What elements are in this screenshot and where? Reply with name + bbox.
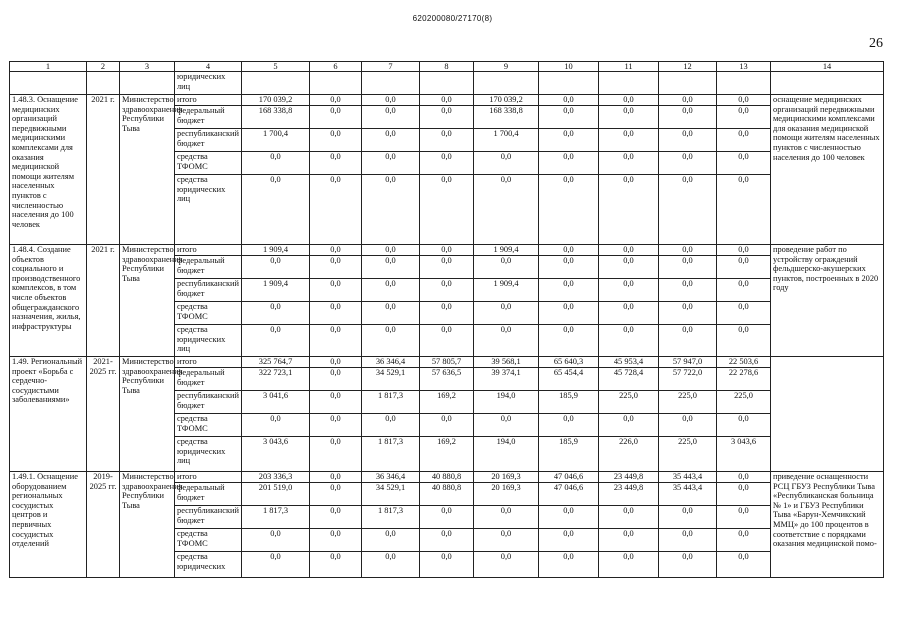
value-cell: 22 278,6: [717, 368, 771, 391]
value-cell: 0,0: [242, 152, 310, 175]
header-cell: 11: [599, 62, 659, 72]
value-cell: 0,0: [310, 391, 362, 414]
empty-cell: [10, 72, 87, 95]
value-cell: 1 817,3: [362, 437, 420, 472]
value-cell: 0,0: [659, 506, 717, 529]
value-cell: 0,0: [362, 95, 420, 106]
value-cell: 0,0: [420, 175, 474, 245]
value-cell: 0,0: [717, 325, 771, 357]
value-cell: 0,0: [310, 256, 362, 279]
value-cell: 0,0: [310, 95, 362, 106]
value-cell: 0,0: [539, 175, 599, 245]
header-cell: 8: [420, 62, 474, 72]
value-cell: 0,0: [659, 152, 717, 175]
value-cell: 65 640,3: [539, 357, 599, 368]
value-cell: 0,0: [310, 414, 362, 437]
value-cell: 0,0: [362, 256, 420, 279]
value-cell: 0,0: [659, 302, 717, 325]
result-cell: [771, 357, 884, 472]
value-cell: 0,0: [717, 552, 771, 578]
value-cell: 0,0: [310, 325, 362, 357]
empty-cell: [659, 72, 717, 95]
value-cell: 0,0: [362, 302, 420, 325]
value-cell: 0,0: [539, 414, 599, 437]
value-cell: 322 723,1: [242, 368, 310, 391]
value-cell: 0,0: [599, 279, 659, 302]
value-cell: 0,0: [242, 256, 310, 279]
value-cell: 0,0: [539, 325, 599, 357]
value-cell: 0,0: [310, 152, 362, 175]
value-cell: 0,0: [474, 529, 539, 552]
value-cell: 0,0: [420, 414, 474, 437]
value-cell: 47 046,6: [539, 472, 599, 483]
header-cell: 10: [539, 62, 599, 72]
value-cell: 0,0: [717, 95, 771, 106]
value-cell: 0,0: [599, 106, 659, 129]
value-cell: 0,0: [362, 106, 420, 129]
source-cell: юридических лиц: [175, 72, 242, 95]
value-cell: 0,0: [310, 129, 362, 152]
value-cell: 0,0: [420, 325, 474, 357]
value-cell: 1 817,3: [362, 391, 420, 414]
value-cell: 0,0: [310, 357, 362, 368]
source-cell: средства ТФОМС: [175, 302, 242, 325]
table-row: [10, 472, 884, 483]
header-cell: 14: [771, 62, 884, 72]
event-name-cell: 1.49. Региональный проект «Борьба с сердечно-сосудистыми заболеваниями»: [10, 357, 87, 472]
page-number: 26: [869, 36, 883, 51]
value-cell: 0,0: [242, 414, 310, 437]
header-row: [10, 62, 884, 72]
value-cell: 194,0: [474, 437, 539, 472]
source-cell: средства юридических лиц: [175, 325, 242, 357]
value-cell: 0,0: [362, 245, 420, 256]
value-cell: 0,0: [659, 175, 717, 245]
value-cell: 225,0: [659, 391, 717, 414]
value-cell: 0,0: [539, 95, 599, 106]
value-cell: 0,0: [474, 506, 539, 529]
value-cell: 57 947,0: [659, 357, 717, 368]
value-cell: 45 728,4: [599, 368, 659, 391]
empty-cell: [474, 72, 539, 95]
value-cell: 0,0: [310, 552, 362, 578]
table-row: [10, 95, 884, 106]
value-cell: 36 346,4: [362, 357, 420, 368]
value-cell: 3 043,6: [717, 437, 771, 472]
value-cell: 170 039,2: [474, 95, 539, 106]
value-cell: 0,0: [659, 95, 717, 106]
value-cell: 0,0: [599, 302, 659, 325]
value-cell: 0,0: [599, 506, 659, 529]
value-cell: 0,0: [659, 552, 717, 578]
value-cell: 0,0: [362, 152, 420, 175]
value-cell: 0,0: [420, 152, 474, 175]
value-cell: 0,0: [420, 552, 474, 578]
value-cell: 1 909,4: [242, 279, 310, 302]
value-cell: 1 700,4: [242, 129, 310, 152]
header-cell: 5: [242, 62, 310, 72]
value-cell: 0,0: [539, 245, 599, 256]
source-cell: средства юридических лиц: [175, 175, 242, 245]
value-cell: 0,0: [420, 256, 474, 279]
value-cell: 0,0: [474, 414, 539, 437]
event-name-cell: 1.48.4. Создание объектов социального и производственного комплексов, в том числе объектов общегражданского назначения, жилья, инфраструктуры: [10, 245, 87, 357]
header-cell: 2: [87, 62, 120, 72]
value-cell: 0,0: [362, 414, 420, 437]
value-cell: 0,0: [242, 175, 310, 245]
value-cell: 225,0: [717, 391, 771, 414]
empty-cell: [420, 72, 474, 95]
value-cell: 0,0: [659, 529, 717, 552]
executor-cell: Министерство здравоохранения Республики Тыва: [120, 95, 175, 245]
value-cell: 170 039,2: [242, 95, 310, 106]
value-cell: 0,0: [420, 129, 474, 152]
value-cell: 45 953,4: [599, 357, 659, 368]
value-cell: 0,0: [599, 95, 659, 106]
source-cell: средства ТФОМС: [175, 529, 242, 552]
value-cell: 0,0: [420, 95, 474, 106]
value-cell: 0,0: [310, 302, 362, 325]
value-cell: 36 346,4: [362, 472, 420, 483]
executor-cell: Министерство здравоохранения Республики Тыва: [120, 245, 175, 357]
value-cell: 0,0: [659, 245, 717, 256]
empty-cell: [771, 72, 884, 95]
value-cell: 1 817,3: [242, 506, 310, 529]
value-cell: 23 449,8: [599, 483, 659, 506]
header-cell: 1: [10, 62, 87, 72]
empty-cell: [120, 72, 175, 95]
value-cell: 0,0: [310, 175, 362, 245]
value-cell: 0,0: [539, 129, 599, 152]
value-cell: 0,0: [599, 414, 659, 437]
value-cell: 0,0: [310, 368, 362, 391]
value-cell: 0,0: [310, 245, 362, 256]
value-cell: 0,0: [362, 325, 420, 357]
value-cell: 0,0: [717, 302, 771, 325]
value-cell: 0,0: [474, 302, 539, 325]
empty-cell: [310, 72, 362, 95]
value-cell: 0,0: [362, 529, 420, 552]
value-cell: 185,9: [539, 391, 599, 414]
value-cell: 0,0: [659, 325, 717, 357]
value-cell: 0,0: [474, 152, 539, 175]
year-cell: 2019-2025 гг.: [87, 472, 120, 578]
value-cell: 169,2: [420, 391, 474, 414]
source-cell: республиканский бюджет: [175, 391, 242, 414]
header-cell: 6: [310, 62, 362, 72]
value-cell: 0,0: [310, 279, 362, 302]
value-cell: 23 449,8: [599, 472, 659, 483]
value-cell: 0,0: [474, 256, 539, 279]
value-cell: 0,0: [539, 152, 599, 175]
value-cell: 34 529,1: [362, 483, 420, 506]
empty-cell: [717, 72, 771, 95]
value-cell: 203 336,3: [242, 472, 310, 483]
value-cell: 0,0: [420, 279, 474, 302]
value-cell: 0,0: [310, 472, 362, 483]
budget-table: [9, 61, 884, 578]
value-cell: 0,0: [599, 175, 659, 245]
table-row: [10, 72, 884, 95]
table-row: [10, 357, 884, 368]
year-cell: 2021-2025 гг.: [87, 357, 120, 472]
value-cell: 225,0: [659, 437, 717, 472]
source-cell: средства юридических лиц: [175, 437, 242, 472]
value-cell: 0,0: [420, 106, 474, 129]
value-cell: 0,0: [474, 552, 539, 578]
value-cell: 0,0: [539, 529, 599, 552]
value-cell: 0,0: [420, 529, 474, 552]
value-cell: 3 043,6: [242, 437, 310, 472]
value-cell: 0,0: [717, 106, 771, 129]
value-cell: 0,0: [310, 437, 362, 472]
value-cell: 325 764,7: [242, 357, 310, 368]
value-cell: 225,0: [599, 391, 659, 414]
value-cell: 57 805,7: [420, 357, 474, 368]
result-cell: проведение работ по устройству ограждений фельдшерско-акушерских пунктов, построенных в 2020 году: [771, 245, 884, 357]
value-cell: 0,0: [474, 325, 539, 357]
source-cell: федеральный бюджет: [175, 368, 242, 391]
value-cell: 1 909,4: [242, 245, 310, 256]
value-cell: 226,0: [599, 437, 659, 472]
value-cell: 47 046,6: [539, 483, 599, 506]
source-cell: республиканский бюджет: [175, 129, 242, 152]
value-cell: 0,0: [362, 129, 420, 152]
value-cell: 168 338,8: [474, 106, 539, 129]
value-cell: 0,0: [310, 506, 362, 529]
value-cell: 40 880,8: [420, 483, 474, 506]
empty-cell: [87, 72, 120, 95]
empty-cell: [242, 72, 310, 95]
value-cell: 0,0: [659, 279, 717, 302]
value-cell: 1 909,4: [474, 279, 539, 302]
value-cell: 0,0: [717, 175, 771, 245]
result-cell: приведение оснащенности РСЦ ГБУЗ Республики Тыва «Республиканская больница № 1» и ГБУЗ Республики Тыва «Барун-Хемчикский ММЦ» до 100 процентов в соответствие с порядками оказания медицинской помо-: [771, 472, 884, 578]
empty-cell: [539, 72, 599, 95]
value-cell: 35 443,4: [659, 472, 717, 483]
value-cell: 0,0: [717, 256, 771, 279]
value-cell: 0,0: [539, 106, 599, 129]
value-cell: 0,0: [539, 256, 599, 279]
executor-cell: Министерство здравоохранения Республики Тыва: [120, 472, 175, 578]
event-name-cell: 1.48.3. Оснащение медицинских организаций передвижными медицинскими комплексами для оказания медицинской помощи жителям населенных пунктов с численностью населения до 100 человек: [10, 95, 87, 245]
value-cell: 35 443,4: [659, 483, 717, 506]
value-cell: 0,0: [717, 414, 771, 437]
empty-cell: [599, 72, 659, 95]
source-cell: федеральный бюджет: [175, 106, 242, 129]
header-cell: 13: [717, 62, 771, 72]
empty-cell: [362, 72, 420, 95]
value-cell: 201 519,0: [242, 483, 310, 506]
source-cell: средства юридических: [175, 552, 242, 578]
header-cell: 9: [474, 62, 539, 72]
source-cell: итого: [175, 245, 242, 256]
value-cell: 0,0: [539, 279, 599, 302]
value-cell: 57 722,0: [659, 368, 717, 391]
executor-cell: Министерство здравоохранения Республики Тыва: [120, 357, 175, 472]
value-cell: 0,0: [310, 106, 362, 129]
value-cell: 0,0: [659, 414, 717, 437]
value-cell: 1 817,3: [362, 506, 420, 529]
value-cell: 0,0: [599, 256, 659, 279]
value-cell: 0,0: [659, 129, 717, 152]
value-cell: 0,0: [362, 279, 420, 302]
value-cell: 185,9: [539, 437, 599, 472]
value-cell: 1 700,4: [474, 129, 539, 152]
source-cell: средства ТФОМС: [175, 414, 242, 437]
value-cell: 20 169,3: [474, 483, 539, 506]
value-cell: 0,0: [539, 506, 599, 529]
value-cell: 0,0: [717, 279, 771, 302]
value-cell: 0,0: [242, 325, 310, 357]
source-cell: республиканский бюджет: [175, 279, 242, 302]
source-cell: итого: [175, 472, 242, 483]
source-cell: итого: [175, 95, 242, 106]
header-cell: 12: [659, 62, 717, 72]
header-cell: 3: [120, 62, 175, 72]
value-cell: 0,0: [420, 245, 474, 256]
event-name-cell: 1.49.1. Оснащение оборудованием региональных сосудистых центров и первичных сосудистых отделений: [10, 472, 87, 578]
value-cell: 39 374,1: [474, 368, 539, 391]
year-cell: 2021 г.: [87, 95, 120, 245]
value-cell: 0,0: [717, 506, 771, 529]
table-row: [10, 245, 884, 256]
value-cell: 0,0: [599, 529, 659, 552]
result-cell: оснащение медицинских организаций передвижными медицинскими комплексами для оказания медицинской помощи жителям населенных пунктов с численностью населения до 100 человек: [771, 95, 884, 245]
source-cell: федеральный бюджет: [175, 483, 242, 506]
value-cell: 0,0: [310, 483, 362, 506]
value-cell: 0,0: [717, 152, 771, 175]
value-cell: 194,0: [474, 391, 539, 414]
value-cell: 0,0: [242, 552, 310, 578]
value-cell: 0,0: [717, 245, 771, 256]
value-cell: 0,0: [474, 175, 539, 245]
value-cell: 0,0: [539, 552, 599, 578]
value-cell: 0,0: [717, 472, 771, 483]
value-cell: 0,0: [599, 325, 659, 357]
value-cell: 40 880,8: [420, 472, 474, 483]
source-cell: средства ТФОМС: [175, 152, 242, 175]
value-cell: 0,0: [599, 552, 659, 578]
value-cell: 57 636,5: [420, 368, 474, 391]
value-cell: 0,0: [420, 302, 474, 325]
value-cell: 0,0: [599, 152, 659, 175]
value-cell: 39 568,1: [474, 357, 539, 368]
value-cell: 0,0: [539, 302, 599, 325]
value-cell: 169,2: [420, 437, 474, 472]
document-id: 620200080/27170(8): [412, 14, 493, 23]
source-cell: федеральный бюджет: [175, 256, 242, 279]
value-cell: 20 169,3: [474, 472, 539, 483]
header-cell: 7: [362, 62, 420, 72]
value-cell: 0,0: [310, 529, 362, 552]
value-cell: 65 454,4: [539, 368, 599, 391]
value-cell: 0,0: [717, 129, 771, 152]
source-cell: республиканский бюджет: [175, 506, 242, 529]
value-cell: 0,0: [717, 483, 771, 506]
value-cell: 0,0: [599, 245, 659, 256]
source-cell: итого: [175, 357, 242, 368]
value-cell: 22 503,6: [717, 357, 771, 368]
value-cell: 0,0: [420, 506, 474, 529]
year-cell: 2021 г.: [87, 245, 120, 357]
value-cell: 0,0: [362, 175, 420, 245]
header-cell: 4: [175, 62, 242, 72]
value-cell: 0,0: [659, 256, 717, 279]
value-cell: 3 041,6: [242, 391, 310, 414]
value-cell: 0,0: [599, 129, 659, 152]
value-cell: 0,0: [659, 106, 717, 129]
value-cell: 0,0: [362, 552, 420, 578]
value-cell: 1 909,4: [474, 245, 539, 256]
value-cell: 0,0: [242, 302, 310, 325]
value-cell: 0,0: [717, 529, 771, 552]
value-cell: 34 529,1: [362, 368, 420, 391]
value-cell: 168 338,8: [242, 106, 310, 129]
value-cell: 0,0: [242, 529, 310, 552]
